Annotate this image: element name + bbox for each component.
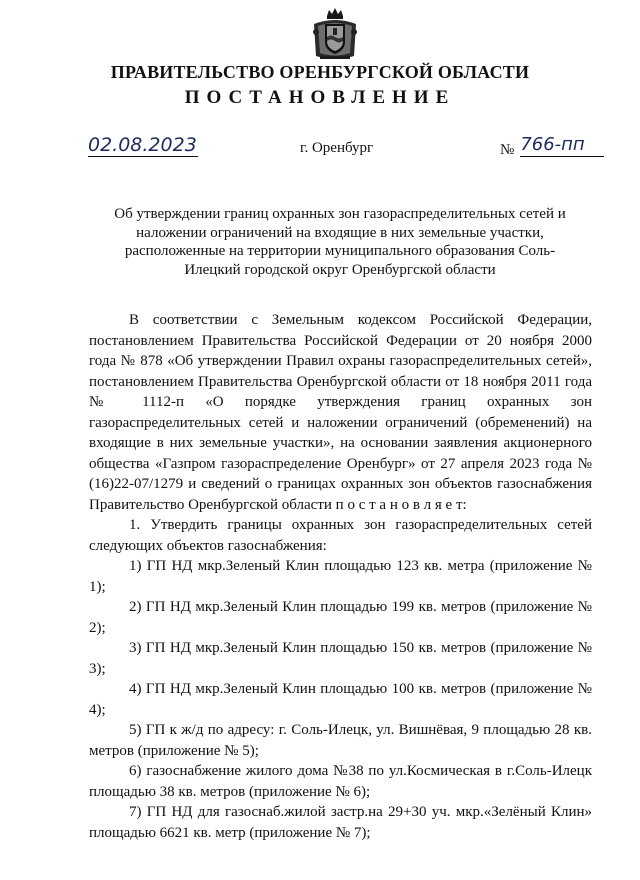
list-item: 4) ГП НД мкр.Зеленый Клин площадью 100 кв. метров (приложение № 4); (89, 681, 592, 718)
organization-name: ПРАВИТЕЛЬСТВО ОРЕНБУРГСКОЙ ОБЛАСТИ (110, 62, 530, 82)
document-number (500, 134, 604, 157)
document-type: ПОСТАНОВЛЕНИЕ (184, 87, 456, 108)
number-label: № (500, 142, 515, 158)
list-item: 2) ГП НД мкр.Зеленый Клин площадью 199 кв. метров (приложение № 2); (89, 599, 592, 636)
list-item: 7) ГП НД для газоснаб.жилой застр.на 29+30 уч. мкр.«Зелёный Клин» площадью 6621 кв. метр (приложение № 7); (89, 804, 592, 841)
clause-paragraph: 1. Утвердить границы охранных зон газораспределительных сетей следующих объектов газоснабжения: (89, 517, 592, 554)
list-item: 3) ГП НД мкр.Зеленый Клин площадью 150 кв. метров (приложение № 3); (89, 640, 592, 677)
preamble-paragraph: В соответствии с Земельным кодексом Российской Федерации, постановлением Правительства Российской Федерации от 20 ноября 2000 года № 878 «Об утверждении Правил охраны газораспределительных сетей», постановлением Правительства Оренбургской области от 18 ноября 2011 года № 1112-п «О порядке утверждения границ охранных зон газораспределительных сетей и наложении ограничений (обременений) на входящие в них земельные участки», на основании заявления акционерного общества «Газпром газораспределение Оренбург» от 27 апреля 2023 года № (16)22-07/1279 и сведений о границах охранных зон объектов газоснабжения Правительство Оренбургской области п о с т а н о в л я е т: (89, 312, 592, 513)
number-value: 766-пп (520, 134, 604, 157)
list-item: 6) газоснабжение жилого дома №38 по ул.Космическая в г.Соль-Илецк площадью 38 кв. метров (приложение № 6); (89, 763, 592, 800)
document-body (89, 310, 592, 843)
document-date: 02.08.2023 (88, 134, 197, 156)
document-city: г. Оренбург (300, 140, 374, 156)
list-item: 1) ГП НД мкр.Зеленый Клин площадью 123 кв. метра (приложение № 1); (89, 558, 592, 595)
list-item: 5) ГП к ж/д по адресу: г. Соль-Илецк, ул. Вишнёвая, 9 площадью 28 кв. метров (приложение № 5); (89, 722, 592, 759)
coat-of-arms-icon (310, 6, 360, 62)
document-title: Об утверждении границ охранных зон газораспределительных сетей и наложении ограничений на входящие в них земельные участки, расположенные на территории муниципального образования Соль-Илецкий городской округ Оренбургской области (114, 206, 566, 278)
